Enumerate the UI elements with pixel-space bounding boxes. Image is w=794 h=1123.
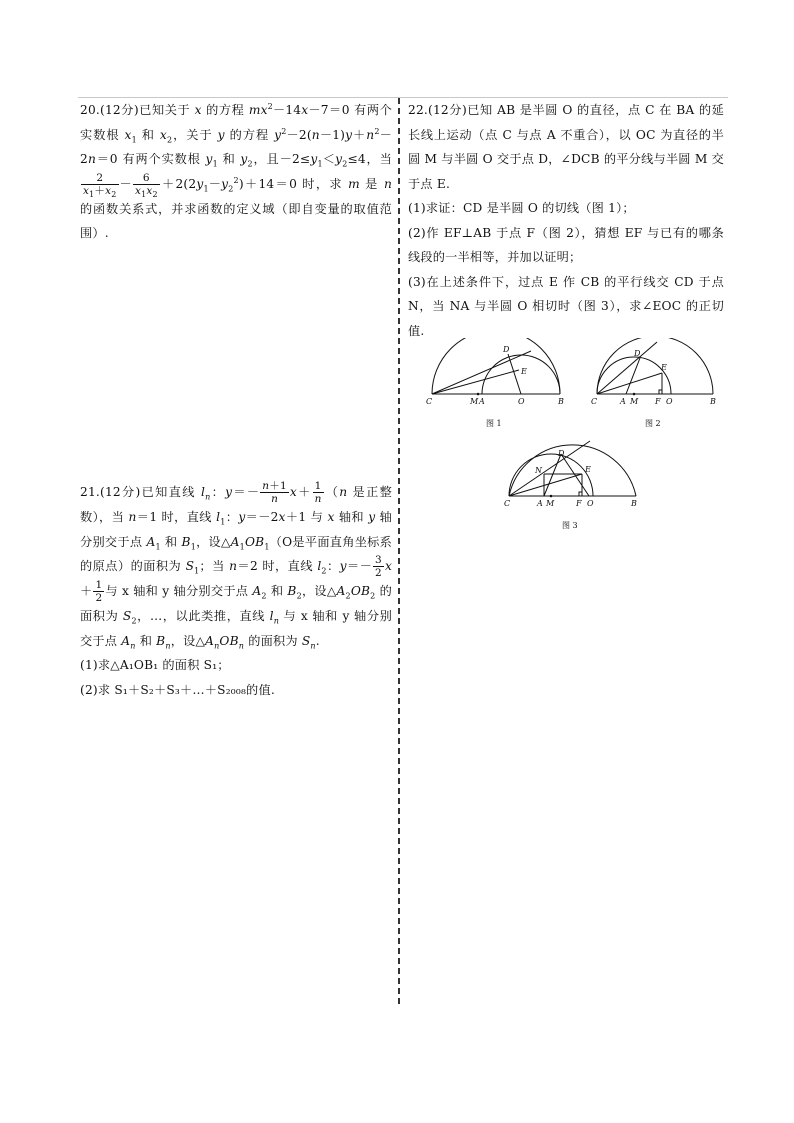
- question-points: (12分): [427, 103, 467, 117]
- fraction: $\frac{6}{x_1x_2}$: [134, 171, 158, 199]
- question-number: 22.: [408, 103, 428, 117]
- line-cd: [432, 351, 531, 394]
- question-points: (12分): [99, 103, 139, 117]
- label-b: B: [558, 397, 564, 406]
- column-divider: [398, 98, 400, 1004]
- label-e: E: [521, 367, 527, 376]
- line-ce: [432, 370, 519, 394]
- line-cd: [597, 342, 657, 394]
- figure-3: [504, 436, 644, 532]
- point-m: [477, 393, 480, 396]
- label-a: A: [620, 397, 626, 406]
- line-do: [561, 454, 589, 496]
- question-points: (12分): [99, 485, 141, 499]
- label-e: E: [585, 465, 591, 474]
- fraction: $\frac{n+1}{n}$: [262, 480, 287, 505]
- figure-1: [424, 338, 574, 433]
- label-c: C: [591, 397, 598, 406]
- label-f: F: [576, 499, 582, 508]
- label-m: M: [630, 397, 639, 406]
- fraction: $\frac{1}{n}$: [314, 480, 322, 505]
- question-22-part-3: (3)在上述条件下，过点 E 作 CB 的平行线交 CD 于点 N，当 NA 与半圆 O 相切时（图 3），求∠EOC 的正切值.: [408, 274, 724, 338]
- line-od: [508, 354, 521, 394]
- question-21-text: 21.(12分)已知直线 $l_n$：y＝－ $\frac{n+1}{n}$ x＋ $\frac{1}{n}$ （n 是正整数），当 n＝1 时，直线 $l_1$：y＝－2x＋1 与 x 轴和 y 轴分别交于点 $A_1$ 和 $B_1$，设$\triangle A_1OB_1(O$是平面直角坐标系的原点）的面积为 $S_1$；当 n＝2 时，直线 $l_2$：y＝－ $\frac{3}{2}$ x＋ $\frac{1}{2}$ 与 x 轴和 y 轴分别交于点 $A_2$ 和 $B_2$，设$\triangle A_2OB_2$ 的面积为 $S_2$，…，以此类推，直线 $l_n$ 与 x 轴和 y 轴分别交于点 $A_n$ 和 $B_n$，设$\triangle A_nOB_n$ 的面积为 $S_n$.: [80, 480, 393, 650]
- label-f: F: [655, 397, 661, 406]
- label-e: E: [661, 363, 667, 372]
- question-22-intro: 22.(12分)已知 AB 是半圆 O 的直径，点 C 在 BA 的延长线上运动（点 C 与点 A 不重合），以 OC 为直径的半圆 M 与半圆 O 交于点 D，∠DCB 的平分线与半圆 M 交于点 E.: [408, 103, 724, 191]
- fraction: $\frac{3}{2}$: [375, 554, 382, 579]
- question-21-part-2: (2)求 S₁＋S₂＋S₃＋…＋S₂₀₀₈的值.: [80, 682, 275, 697]
- label-m: M: [546, 499, 555, 508]
- label-d: D: [634, 349, 641, 358]
- question-20: [80, 98, 392, 246]
- figure-caption: 图 3: [562, 521, 578, 530]
- question-number: 21.: [80, 485, 100, 499]
- label-n: N: [535, 466, 542, 475]
- label-c: C: [426, 397, 433, 406]
- figure-caption: 图 1: [486, 419, 502, 428]
- question-20-text: 20.(12分)已知关于 x 的方程 $mx^2-14x-7=0$ 有两个实数根 $x_1$ 和 $x_2$，关于 y 的方程 $y^2-2(n-1)y+n^2-2n=0$ 有两个实数根 $y_1$ 和 $y_2$，且$-2\le y_1<y_2\le 4$，当 $\frac{2}{x_1+x_2}$ － $\frac{6}{x_1x_2}$ $+2(2y_1-y_2^2)+14=0$ 时，求 m 是 n 的函数关系式，并求函数的定义域（即自变量的取值范围）.: [80, 101, 393, 240]
- label-c: C: [504, 499, 511, 508]
- question-21: [80, 480, 392, 702]
- question-number: 20.: [80, 103, 100, 117]
- question-22-part-1: (1)求证：CD 是半圆 O 的切线（图 1）；: [408, 201, 635, 215]
- question-22-part-2: (2)作 EF⊥AB 于点 F（图 2），猜想 EF 与已有的哪条线段的一半相等，并加以证明；: [408, 225, 724, 264]
- label-o: O: [587, 499, 594, 508]
- label-o: O: [666, 397, 673, 406]
- point-m: [633, 393, 636, 396]
- label-d: D: [558, 449, 565, 458]
- label-a: A: [479, 397, 485, 406]
- point-m: [550, 495, 553, 498]
- label-b: B: [710, 397, 716, 406]
- figure-caption: 图 2: [645, 419, 661, 428]
- question-21-part-1: (1)求△A₁OB₁ 的面积 S₁；: [80, 658, 230, 672]
- label-o: O: [518, 397, 525, 406]
- label-m: M: [470, 397, 479, 406]
- right-angle-mark: [579, 492, 582, 496]
- figure-2: [590, 338, 720, 433]
- line-ce: [597, 373, 662, 394]
- label-a: A: [537, 499, 543, 508]
- question-22: [408, 98, 724, 343]
- label-b: B: [631, 499, 637, 508]
- fraction: $\frac{2}{x_1+x_2}$: [83, 171, 117, 199]
- semicircle-o: [597, 338, 713, 394]
- fraction: $\frac{1}{2}$: [95, 579, 103, 604]
- line-ad: [544, 454, 561, 496]
- label-d: D: [503, 345, 510, 354]
- right-angle-mark: [659, 390, 662, 394]
